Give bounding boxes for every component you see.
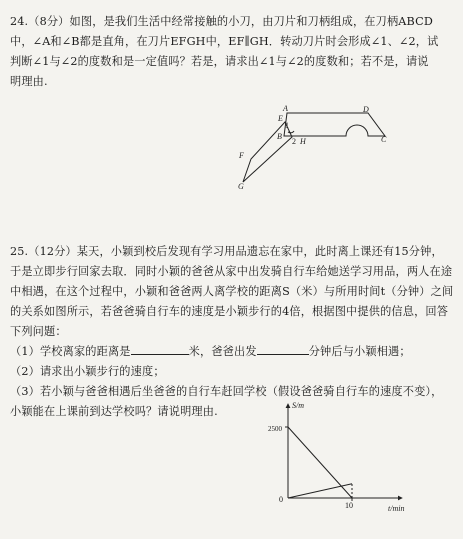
question-25-text [10, 242, 454, 422]
series-line-xiaoying [288, 484, 352, 498]
sub1-text-a: （1）学校离家的距离是 [10, 345, 131, 358]
q25-sub3-line: 小颖能在上课前到达学校吗？请说明理由. [10, 405, 218, 418]
q25-sub3-line: （3）若小颖与爸爸相遇后坐爸爸的自行车赶回学校（假设爸爸骑自行车的速度不变）， [10, 385, 443, 398]
q24-line: 24.（8分）如图，是我们生活中经常接触的小刀，由刀片和刀柄组成，在刀柄ABCD [10, 15, 433, 28]
label-E: E [278, 114, 283, 123]
q25-sub2: （2）请求出小颖步行的速度； [10, 365, 165, 378]
answer-blank-distance[interactable] [131, 342, 189, 355]
label-C: C [381, 135, 387, 144]
q25-line: 的关系如图所示，若爸爸骑自行车的速度是小颖步行的4倍，根据图中提供的信息，回答 [10, 305, 449, 318]
x-axis-label: t/min [388, 504, 405, 513]
sub1-text-b: 米，爸爸出发 [188, 345, 257, 358]
label-G: G [238, 182, 244, 191]
q24-line: 判断∠1与∠2的度数和是一定值吗？若是，请求出∠1与∠2的度数和；若不是，请说 [10, 55, 429, 68]
label-F: F [239, 151, 244, 160]
distance-time-graph [262, 398, 412, 518]
q25-line: 于是立即步行回家去取．同时小颖的爸爸从家中出发骑自行车给她送学习用品，两人在途 [10, 265, 453, 278]
q25-sub1 [10, 342, 450, 362]
handle-outline [284, 113, 385, 136]
origin-label: 0 [279, 495, 283, 504]
label-A: A [283, 104, 288, 113]
label-B: B [277, 132, 282, 141]
sub1-text-c: 分钟后与小颖相遇； [308, 345, 411, 358]
q24-line: 明理由. [10, 75, 48, 88]
series-line-father [288, 427, 352, 498]
x-tick-label: 10 [345, 501, 353, 510]
q25-line: 中相遇，在这个过程中，小颖和爸爸两人离学校的距离S（米）与所用时间t（分钟）之间 [10, 285, 454, 298]
label-D: D [363, 105, 369, 114]
label-1: 1 [285, 121, 289, 130]
label-H: H [300, 137, 306, 146]
q24-line: 中，∠A和∠B都是直角，在刀片EFGH中，EF∥GH．转动刀片时会形成∠1、∠2，试 [10, 35, 439, 48]
q25-line: 下列问题： [10, 325, 67, 338]
y-tick-label: 2500 [268, 425, 282, 433]
y-axis-label: S/m [292, 401, 304, 410]
label-2: 2 [292, 137, 296, 146]
q25-line: 25.（12分）某天，小颖到校后发现有学习用品遗忘在家中，此时离上课还有15分钟， [10, 245, 443, 258]
answer-blank-minutes[interactable] [257, 342, 309, 355]
